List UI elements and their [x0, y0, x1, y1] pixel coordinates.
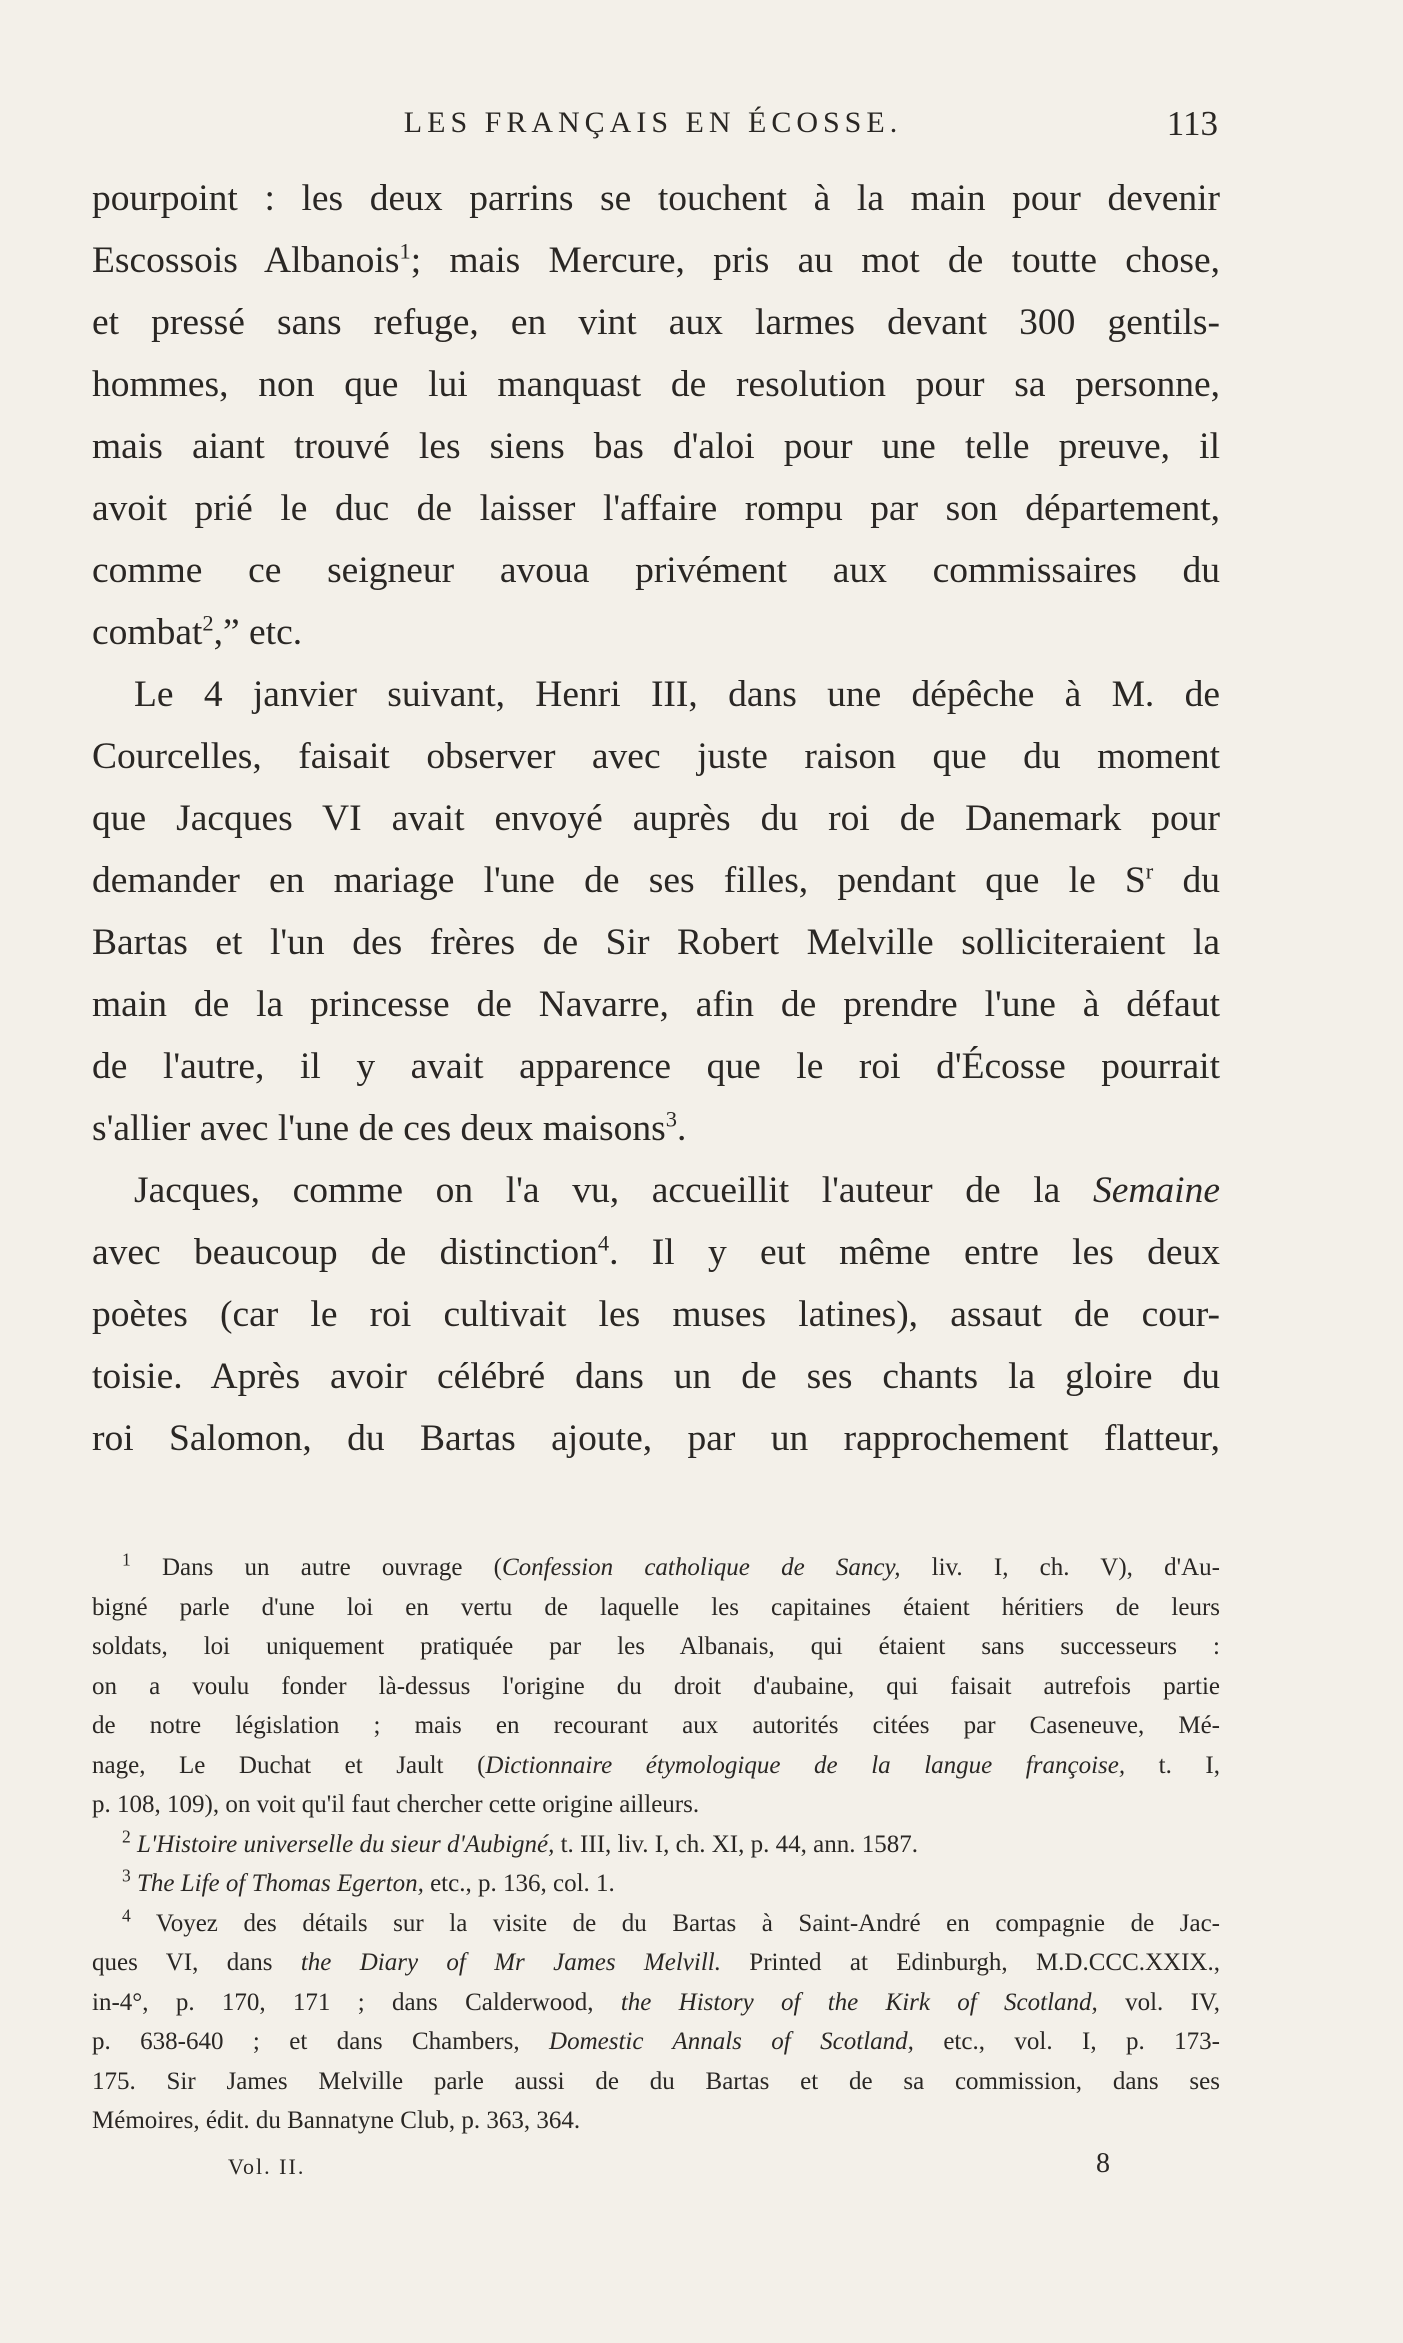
signature-mark: 8: [1096, 2148, 1110, 2179]
signature-line: [228, 2148, 1110, 2188]
text-line: Courcelles, faisait observer avec juste raison que du moment: [92, 736, 1220, 777]
footnote-marker: 4: [122, 1905, 131, 1926]
text-line: poètes (car le roi cultivait les muses latines), assaut de cour-: [92, 1294, 1220, 1335]
text-line: Bartas et l'un des frères de Sir Robert Melville solliciteraient la: [92, 922, 1220, 963]
note-ref: 4: [597, 1230, 610, 1256]
footnote-marker: 3: [122, 1865, 131, 1886]
note-ref: 2: [202, 610, 214, 636]
text-line: comme ce seigneur avoua privément aux commissaires du: [92, 550, 1220, 591]
superscript-r: r: [1145, 858, 1154, 884]
footnote-line: p. 108, 109), on voit qu'il faut chercher cette origine ailleurs.: [92, 1791, 700, 1818]
text-line: toisie. Après avoir célébré dans un de ses chants la gloire du: [92, 1356, 1220, 1397]
text-line: avec beaucoup de distinction$^4$. Il y eut même entre les deux: [92, 1230, 1221, 1273]
note-ref: 1: [399, 238, 411, 264]
text-line: de l'autre, il y avait apparence que le roi d'Écosse pourrait: [92, 1046, 1220, 1087]
note-ref: 3: [665, 1106, 677, 1132]
text-line: avoit prié le duc de laisser l'affaire rompu par son département,: [92, 488, 1220, 529]
footnote-line: p. 638-640 ; et dans Chambers, Domestic Annals of Scotland, etc., vol. I, p. 173-: [92, 2028, 1220, 2055]
main-text: [92, 168, 1220, 1470]
text-line: main de la princesse de Navarre, afin de prendre l'une à défaut: [92, 984, 1220, 1025]
text-line: que Jacques VI avait envoyé auprès du roi de Danemark pour: [92, 798, 1220, 839]
footnote-line: Mémoires, édit. du Bannatyne Club, p. 363, 364.: [92, 2107, 581, 2134]
footnote-line: bigné parle d'une loi en vertu de laquelle les capitaines étaient héritiers de leurs: [92, 1593, 1220, 1621]
text-line: mais aiant trouvé les siens bas d'aloi pour une telle preuve, il: [92, 426, 1220, 467]
text-line: demander en mariage l'une de ses filles, pendant que le $S^r$ du: [92, 858, 1220, 901]
text-line: Jacques, comme on l'a vu, accueillit l'auteur de la Semaine: [134, 1170, 1220, 1211]
footnote-marker: 1: [122, 1549, 131, 1570]
footnotes: [92, 1548, 1220, 2141]
footnote-line: ques VI, dans the Diary of Mr James Melvill. Printed at Edinburgh, M.D.CCC.XXIX.,: [92, 1949, 1220, 1976]
footnote-line: in-4°, p. 170, 171 ; dans Calderwood, the History of the Kirk of Scotland, vol. IV,: [92, 1988, 1220, 2016]
footnote-line: $^2$ L'Histoire universelle du sieur d'Aubigné, t. III, liv. I, ch. XI, p. 44, ann. 1587.: [122, 1826, 918, 1858]
footnote-line: $^1$ Dans un autre ouvrage (Confession catholique de Sancy, liv. I, ch. V), d'Au-: [122, 1549, 1221, 1581]
text-line: s'allier avec l'une de ces deux maisons$^3$.: [92, 1106, 687, 1149]
text-line: Escossois Albanois$^1$; mais Mercure, pris au mot de toutte chose,: [92, 238, 1220, 281]
footnote-line: $^3$ The Life of Thomas Egerton, etc., p. 136, col. 1.: [122, 1865, 615, 1897]
text-line: Le 4 janvier suivant, Henri III, dans une dépêche à M. de: [134, 674, 1220, 715]
volume-label: Vol. II.: [228, 2154, 306, 2179]
text-line: combat$^2$,” etc.: [92, 610, 303, 653]
text-line: hommes, non que lui manquast de resolution pour sa personne,: [92, 364, 1220, 405]
footnote-line: on a voulu fonder là-dessus l'origine du droit d'aubaine, qui faisait autrefois partie: [92, 1672, 1220, 1700]
text-line: roi Salomon, du Bartas ajoute, par un rapprochement flatteur,: [92, 1418, 1220, 1459]
running-title: LES FRANÇAIS EN ÉCOSSE.: [403, 106, 903, 139]
footnote-line: $^4$ Voyez des détails sur la visite de du Bartas à Saint-André en compagnie de Jac-: [122, 1905, 1220, 1937]
running-head: [88, 106, 1218, 150]
text-line: pourpoint : les deux parrins se touchent à la main pour devenir: [92, 178, 1220, 219]
footnote-marker: 2: [122, 1826, 131, 1847]
text-line: et pressé sans refuge, en vint aux larmes devant 300 gentils-: [92, 302, 1220, 343]
italic-title: Semaine: [1092, 1170, 1220, 1211]
footnote-line: 175. Sir James Melville parle aussi de du Bartas et de sa commission, dans ses: [92, 2067, 1220, 2095]
page-number: 113: [1166, 104, 1218, 143]
footnote-line: nage, Le Duchat et Jault (Dictionnaire étymologique de la langue françoise, t. I,: [92, 1751, 1221, 1779]
footnote-line: soldats, loi uniquement pratiquée par les Albanais, qui étaient sans successeurs :: [92, 1633, 1220, 1660]
footnote-line: de notre législation ; mais en recourant aux autorités citées par Caseneuve, Mé-: [92, 1712, 1220, 1739]
